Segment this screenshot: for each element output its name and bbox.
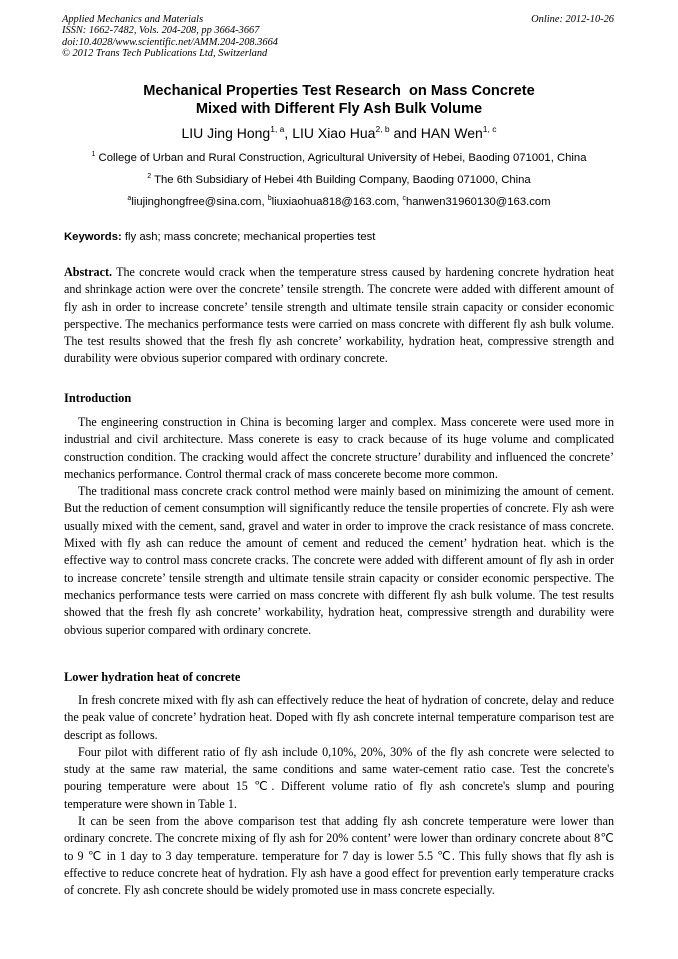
email-list <box>0 196 678 208</box>
email-text: hanwen31960130@163.com <box>405 196 551 208</box>
affiliation-text: College of Urban and Rural Construction, Agricultural University of Hebei, Baoding 071001, China <box>95 152 587 164</box>
author-affiliation-sup: 2, b <box>375 124 390 134</box>
abstract-text: The concrete would crack when the temperature stress caused by hardening concrete hydration heat and shrinkage action were over the concrete’ tensile strength. The concrete were added with different amount of fly ash in order to increase concrete’ tensile strength and ultimate tensile strain capacity or consider economic perspective. The mechanics performance tests were carried on mass concrete with different fly ash bulk volume. The test results showed that the fresh fly ash concrete’ workability, hydration heat, compressive strength and durability were obvious superior compared with ordinary concrete. <box>64 265 614 366</box>
introduction-body <box>64 414 614 639</box>
author-affiliation-sup: 1, a <box>270 124 285 134</box>
abstract <box>64 264 614 368</box>
keywords <box>64 231 375 243</box>
journal-name: Applied Mechanics and Materials <box>62 14 204 25</box>
author-separator: and <box>389 125 421 141</box>
paragraph: The engineering construction in China is becoming larger and complex. Mass concerete were used more in industrial and civil architecture. Mass conerete is easy to crack because of its huge volume and complicated construction condition. The cracking would affect the concrete structure’ durability and influenced the concrete’ mechanics performance. Control thermal crack of mass concerete become more common. <box>64 415 614 481</box>
email-sup: c <box>402 195 406 202</box>
paragraph: The traditional mass concrete crack control method were mainly based on minimizing the amount of cement. But the reduction of cement consumption will significantly reduce the tensile properties of concrete. Fly ash were usually mixed with the cement, sand, gravel and water in order to improve the crack resistance of mass concrete. Mixed with fly ash can reduce the amount of cement and reduced the cement’ hydration heat. which is the effective way to control mass concrete cracks. The concrete were added with different amount of fly ash in order to increase concrete’ tensile strength and ultimate tensile strain capacity or consider economic perspective. The mechanics performance tests were carried on mass concrete with different fly ash bulk volume. The test results showed that the fresh fly ash concrete’ workability, hydration heat, compressive strength and durability were obvious superior compared with ordinary concrete. <box>64 484 614 637</box>
lower-hydration-body <box>64 692 614 900</box>
email-text: liujinghongfree@sina.com, <box>131 196 268 208</box>
email-sup: a <box>127 195 132 202</box>
paper-title <box>0 83 678 118</box>
author-list <box>0 124 678 142</box>
journal-header <box>62 14 278 59</box>
issn-line: ISSN: 1662-7482, Vols. 204-208, pp 3664-3667 <box>62 25 260 37</box>
paragraph: In fresh concrete mixed with fly ash can effectively reduce the heat of hydration of concrete, delay and reduce the peak value of concrete’ hydration heat. Doped with fly ash concrete internal temperature comparison test are descript as follows. <box>64 693 614 742</box>
author-name: LIU Xiao Hua <box>292 125 376 141</box>
author-name: LIU Jing Hong <box>181 125 271 141</box>
keywords-label: Keywords: <box>64 231 122 243</box>
paragraph: It can be seen from the above comparison test that adding fly ash concrete temperature were lower than ordinary concrete. The concrete mixing of fly ash for 20% content’ were lower than ordinary concrete about 8℃ to 9 ℃ in 1 day to 3 day temperature. temperature for 7 day is lower 5.5 ℃. This fully shows that fly ash is effective to reduce concrete heat of hydration. Fly ash have a good effect for prevention early temperature cracks of concrete. Fly ash concrete should be widely promoted use in mass concrete especially. <box>64 814 614 898</box>
author-name: HAN Wen <box>420 125 483 141</box>
keywords-text: fly ash; mass concrete; mechanical properties test <box>121 231 376 243</box>
affiliation-sup: 1 <box>91 151 96 158</box>
email-text: liuxiaohua818@163.com, <box>271 196 403 208</box>
online-date: Online: 2012-10-26 <box>531 14 614 25</box>
section-heading-introduction: Introduction <box>64 391 132 405</box>
doi-line: doi:10.4028/www.scientific.net/AMM.204-208.3664 <box>62 36 278 48</box>
affiliation-1 <box>0 152 678 164</box>
abstract-label: Abstract. <box>64 265 113 279</box>
paragraph: Four pilot with different ratio of fly ash include 0,10%, 20%, 30% of the fly ash concrete were selected to study at the same raw material, the same conditions and same water-cement ratio case. Test the concrete's pouring temperature were about 15 ℃. Different volume ratio of fly ash concrete's slump and pouring temperature were shown in Table 1. <box>64 744 614 811</box>
affiliation-2 <box>0 174 678 186</box>
abstract-paragraph <box>64 264 614 368</box>
copyright-line: © 2012 Trans Tech Publications Ltd, Switzerland <box>62 47 268 59</box>
affiliation-sup: 2 <box>147 173 152 180</box>
title-line-2: Mixed with Different Fly Ash Bulk Volume <box>195 100 483 117</box>
author-affiliation-sup: 1, c <box>482 124 497 134</box>
title-line-1: Mechanical Properties Test Research on Mass Concrete <box>143 83 535 99</box>
section-heading-lower-hydration: Lower hydration heat of concrete <box>64 670 241 684</box>
author-separator: , <box>284 125 293 141</box>
affiliation-text: The 6th Subsidiary of Hebei 4th Building Company, Baoding 071000, China <box>151 174 531 186</box>
email-sup: b <box>267 195 272 202</box>
